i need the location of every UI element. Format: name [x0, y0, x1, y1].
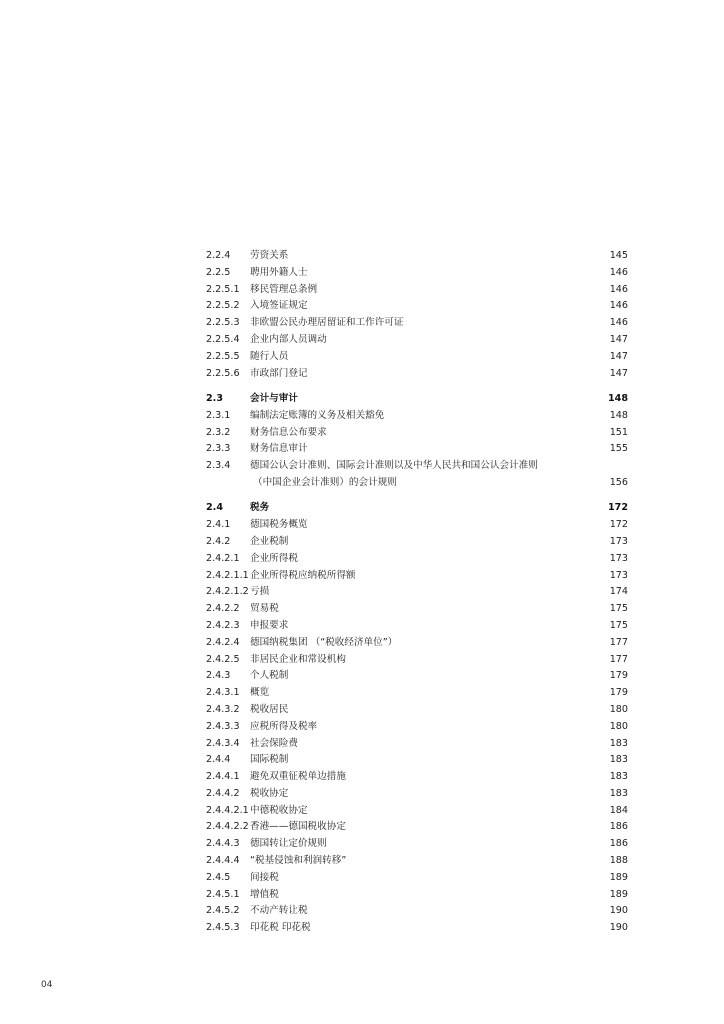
toc-entry[interactable] [206, 475, 628, 492]
toc-entry-page: 177 [609, 636, 628, 648]
toc-entry-page: 175 [609, 603, 628, 615]
toc-entry-title: 企业所得税应纳税所得额 [250, 569, 356, 581]
table-of-contents [206, 248, 628, 937]
toc-entry[interactable] [206, 719, 628, 736]
toc-entry-page: 175 [609, 619, 628, 631]
toc-entry-number: 2.4.4.4 [206, 855, 240, 867]
toc-entry-number: 2.4.3.1 [206, 687, 240, 699]
toc-entry[interactable] [206, 652, 628, 669]
toc-entry[interactable] [206, 736, 628, 753]
toc-entry-number: 2.4.4.2.1 [206, 804, 249, 816]
toc-entry[interactable] [206, 836, 628, 853]
toc-entry-title: 企业所得税 [250, 552, 298, 564]
toc-entry[interactable] [206, 752, 628, 769]
toc-entry[interactable] [206, 870, 628, 887]
toc-entry-title: 非居民企业和常设机构 [250, 653, 346, 665]
toc-entry-title: 聘用外籍人士 [250, 266, 308, 278]
toc-entry-page: 190 [609, 905, 628, 917]
toc-entry-number: 2.4.2.1 [206, 552, 240, 564]
toc-entry-title: 印花税 印花税 [250, 922, 311, 934]
toc-entry[interactable] [206, 458, 628, 475]
toc-entry-title: 概览 [250, 687, 270, 699]
toc-entry-page: 147 [609, 350, 628, 362]
toc-entry-page: 173 [609, 552, 628, 564]
toc-entry-number: 2.2.5 [206, 266, 231, 278]
page-number: 04 [41, 980, 53, 990]
toc-entry-page: 183 [609, 771, 628, 783]
toc-entry-title: 移民管理总条例 [250, 283, 318, 295]
toc-section-heading[interactable] [206, 391, 628, 408]
toc-entry-number: 2.3.4 [206, 460, 231, 472]
toc-entry-page: 180 [609, 720, 628, 732]
toc-entry-number: 2.4.2.1.1 [206, 569, 249, 581]
toc-entry[interactable] [206, 618, 628, 635]
toc-entry-number: 2.4.2 [206, 535, 231, 547]
toc-entry-number: 2.4.4 [206, 754, 231, 766]
toc-entry-number: 2.2.4 [206, 250, 231, 261]
toc-entry-page: 188 [609, 855, 628, 867]
toc-entry[interactable] [206, 668, 628, 685]
toc-entry-page: 172 [607, 502, 628, 514]
toc-entry-number: 2.4.4.2.2 [206, 821, 249, 833]
toc-entry[interactable] [206, 853, 628, 870]
toc-entry-number: 2.4.3.2 [206, 703, 240, 715]
toc-entry-page: 146 [609, 283, 628, 295]
toc-entry-number: 2.2.5.6 [206, 367, 240, 379]
toc-entry-page: 148 [609, 409, 628, 421]
toc-entry-number: 2.4.5.1 [206, 888, 240, 900]
toc-entry[interactable] [206, 601, 628, 618]
toc-entry-page: 173 [609, 569, 628, 581]
toc-entry[interactable] [206, 425, 628, 442]
toc-entry-title: 不动产转让税 [250, 905, 308, 917]
toc-entry-number: 2.2.5.5 [206, 350, 240, 362]
toc-entry[interactable] [206, 248, 628, 265]
toc-entry-title: 企业内部人员调动 [250, 333, 327, 345]
toc-entry[interactable] [206, 551, 628, 568]
toc-entry-number: 2.2.5.1 [206, 283, 240, 295]
toc-entry[interactable] [206, 315, 628, 332]
toc-entry-title: 德国税务概览 [250, 519, 308, 531]
toc-entry-number: 2.3 [206, 392, 223, 404]
toc-entry-number: 2.4.1 [206, 519, 231, 531]
toc-entry[interactable] [206, 332, 628, 349]
toc-entry-page: 180 [609, 703, 628, 715]
toc-entry-title: 个人税制 [250, 670, 289, 682]
toc-entry-page: 145 [609, 250, 628, 261]
toc-entry-page: 183 [609, 737, 628, 749]
toc-entry-title: 香港——德国税收协定 [250, 821, 346, 833]
toc-entry[interactable] [206, 819, 628, 836]
toc-entry-page: 146 [609, 266, 628, 278]
toc-entry[interactable] [206, 887, 628, 904]
toc-entry[interactable] [206, 282, 628, 299]
toc-entry-title: 非欧盟公民办理居留证和工作许可证 [250, 317, 404, 329]
toc-entry[interactable] [206, 584, 628, 601]
toc-entry[interactable] [206, 786, 628, 803]
toc-entry-title: “税基侵蚀和利润转移” [250, 855, 347, 867]
toc-entry-number: 2.4.5.3 [206, 922, 240, 934]
toc-entry[interactable] [206, 769, 628, 786]
toc-entry-page: 177 [609, 653, 628, 665]
toc-entry-title: 编制法定账簿的义务及相关豁免 [250, 409, 385, 421]
toc-entry[interactable] [206, 920, 628, 937]
toc-section-heading[interactable] [206, 500, 628, 517]
toc-entry[interactable] [206, 685, 628, 702]
toc-entry-title: （中国企业会计准则）的会计规则 [253, 476, 397, 488]
toc-entry-number: 2.4.4.2 [206, 787, 240, 799]
toc-entry-page: 174 [609, 586, 628, 598]
toc-entry[interactable] [206, 349, 628, 366]
toc-entry-title: 中德税收协定 [250, 804, 308, 816]
toc-entry-title: 劳资关系 [250, 250, 289, 261]
toc-entry-title: 入境签证规定 [250, 300, 308, 312]
toc-entry[interactable] [206, 803, 628, 820]
toc-entry-page: 189 [609, 888, 628, 900]
toc-entry-number: 2.4.4.1 [206, 771, 240, 783]
toc-entry-number: 2.4.2.2 [206, 603, 240, 615]
toc-entry-page: 189 [609, 871, 628, 883]
toc-entry-title: 企业税制 [250, 535, 289, 547]
toc-entry-number: 2.4.2.5 [206, 653, 240, 665]
toc-entry-title: 德国纳税集团 （“税收经济单位”） [250, 636, 398, 648]
toc-entry-number: 2.2.5.4 [206, 333, 240, 345]
toc-entry-number: 2.3.1 [206, 409, 231, 421]
toc-entry[interactable] [206, 635, 628, 652]
toc-entry-title: 社会保险费 [250, 737, 298, 749]
toc-entry-title: 增值税 [250, 888, 279, 900]
toc-entry-page: 184 [609, 804, 628, 816]
toc-entry[interactable] [206, 441, 628, 458]
toc-entry-page: 179 [609, 687, 628, 699]
toc-entry-title: 应税所得及税率 [250, 720, 318, 732]
toc-entry[interactable] [206, 568, 628, 585]
toc-entry-page: 155 [609, 443, 628, 455]
toc-entry-number: 2.2.5.2 [206, 300, 240, 312]
toc-entry-title: 间接税 [250, 871, 279, 883]
toc-entry-page: 173 [609, 535, 628, 547]
toc-entry-number: 2.3.3 [206, 443, 231, 455]
toc-entry-page: 156 [609, 476, 628, 488]
toc-entry-page: 151 [609, 426, 628, 438]
toc-entry-title: 税收协定 [250, 787, 289, 799]
toc-entry-title: 会计与审计 [250, 392, 298, 404]
toc-entry-page: 190 [609, 922, 628, 934]
toc-entry[interactable] [206, 265, 628, 282]
toc-entry-number: 2.4.5.2 [206, 905, 240, 917]
toc-entry-page: 183 [609, 787, 628, 799]
toc-entry[interactable] [206, 702, 628, 719]
toc-entry-title: 避免双重征税单边措施 [250, 771, 346, 783]
toc-entry-title: 税收居民 [250, 703, 289, 715]
toc-entry-page: 148 [607, 392, 628, 404]
toc-entry-title: 税务 [250, 502, 270, 514]
toc-entry[interactable] [206, 408, 628, 425]
toc-entry-page: 186 [609, 821, 628, 833]
toc-entry[interactable] [206, 517, 628, 534]
toc-entry[interactable] [206, 903, 628, 920]
toc-entry-number: 2.4.3.4 [206, 737, 240, 749]
toc-entry-title: 德国转让定价规则 [250, 838, 327, 850]
toc-entry-title: 市政部门登记 [250, 367, 308, 379]
toc-entry-page: 179 [609, 670, 628, 682]
toc-entry-number: 2.4.2.1.2 [206, 586, 249, 598]
toc-entry-title: 国际税制 [250, 754, 289, 766]
toc-entry-page: 147 [609, 367, 628, 379]
toc-entry-number: 2.4.2.4 [206, 636, 240, 648]
toc-entry-number: 2.3.2 [206, 426, 231, 438]
toc-entry-page: 172 [609, 519, 628, 531]
toc-entry[interactable] [206, 298, 628, 315]
toc-entry-title: 亏损 [250, 586, 270, 598]
toc-entry-page: 186 [609, 838, 628, 850]
toc-entry-number: 2.4 [206, 502, 223, 514]
toc-entry-title: 德国公认会计准则、国际会计准则以及中华人民共和国公认会计准则 [250, 460, 538, 472]
toc-entry-number: 2.2.5.3 [206, 317, 240, 329]
toc-entry-title: 财务信息公布要求 [250, 426, 327, 438]
toc-entry-number: 2.4.4.3 [206, 838, 240, 850]
toc-entry[interactable] [206, 534, 628, 551]
toc-entry-page: 183 [609, 754, 628, 766]
toc-entry-number: 2.4.3 [206, 670, 231, 682]
toc-entry-title: 申报要求 [250, 619, 289, 631]
toc-entry-title: 贸易税 [250, 603, 279, 615]
toc-entry-page: 146 [609, 300, 628, 312]
toc-entry-title: 财务信息审计 [250, 443, 308, 455]
toc-entry-number: 2.4.3.3 [206, 720, 240, 732]
toc-entry[interactable] [206, 366, 628, 383]
toc-entry-page: 146 [609, 317, 628, 329]
toc-entry-number: 2.4.2.3 [206, 619, 240, 631]
toc-entry-title: 随行人员 [250, 350, 289, 362]
toc-entry-number: 2.4.5 [206, 871, 231, 883]
toc-entry-page: 147 [609, 333, 628, 345]
